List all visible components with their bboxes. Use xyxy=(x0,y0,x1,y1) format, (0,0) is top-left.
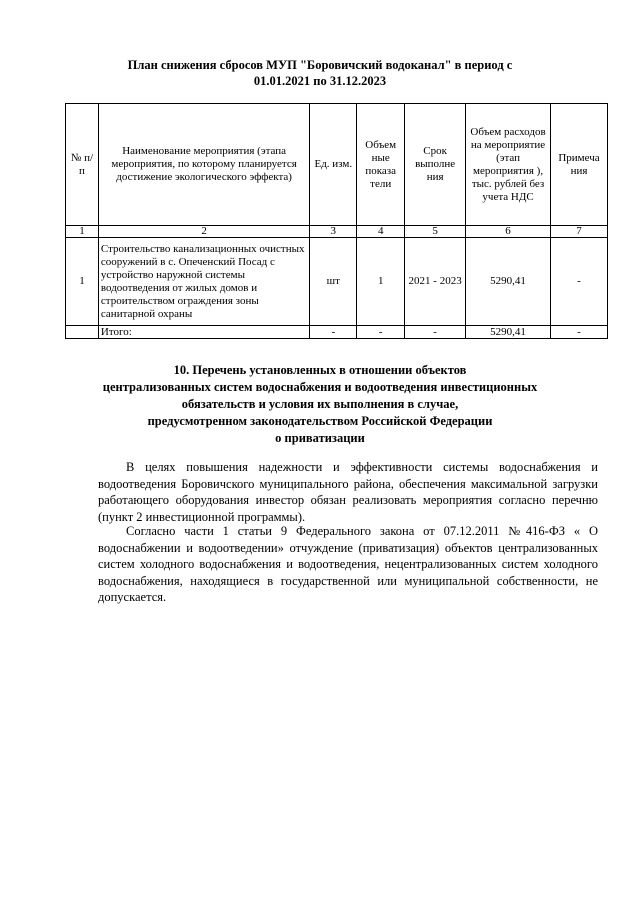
measures-table xyxy=(65,103,608,339)
total-term: - xyxy=(405,326,466,339)
column-number: 3 xyxy=(310,226,357,238)
header-cell-number: № п/п xyxy=(66,104,99,226)
title-line-2: 01.01.2021 по 31.12.2023 xyxy=(253,74,387,88)
header-cell-term: Срок выполне ния xyxy=(405,104,466,226)
table-header-row xyxy=(66,104,608,226)
column-number: 7 xyxy=(551,226,608,238)
column-number: 2 xyxy=(98,226,309,238)
row-unit: шт xyxy=(310,238,357,326)
header-cell-name: Наименование мероприятия (этапа мероприятия, по которому планируется достижение экологического эффекта) xyxy=(98,104,309,226)
section-heading-line: 10. Перечень установленных в отношении объектов xyxy=(173,363,467,377)
row-number: 1 xyxy=(66,238,99,326)
header-cell-note: Примеча ния xyxy=(551,104,608,226)
section-heading-line: обязательств и условия их выполнения в случае, xyxy=(181,397,459,411)
total-empty-cell xyxy=(66,326,99,339)
total-cost: 5290,41 xyxy=(466,326,551,339)
header-cell-volume: Объем ные показа тели xyxy=(357,104,405,226)
page-title xyxy=(60,57,580,89)
row-term: 2021 - 2023 xyxy=(405,238,466,326)
header-cell-unit: Ед. изм. xyxy=(310,104,357,226)
total-row xyxy=(66,326,608,339)
column-number: 1 xyxy=(66,226,99,238)
total-label: Итого: xyxy=(98,326,309,339)
title-line-1: План снижения сбросов МУП "Боровичский водоканал" в период с xyxy=(127,58,513,72)
row-name: Строительство канализационных очистных сооружений в с. Опеченский Посад с устройство наружной системы водоотведения от жилых домов и строительством ограждения зоны санитарной охраны xyxy=(98,238,309,326)
row-volume: 1 xyxy=(357,238,405,326)
paragraph-investor-obligations: В целях повышения надежности и эффективности системы водоснабжения и водоотведения Боровичского муниципального района, обеспечения максимальной загрузки работающего оборудования инвестор обязан реализовать мероприятия согласно перечню (пункт 2 инвестиционной программы). xyxy=(98,460,598,524)
total-note: - xyxy=(551,326,608,339)
table-row xyxy=(66,238,608,326)
section-heading xyxy=(60,362,580,447)
paragraph-privatization-ban: Согласно части 1 статьи 9 Федерального закона от 07.12.2011 №416-ФЗ « О водоснабжении и водоотведении» отчуждение (приватизация) объектов централизованных систем холодного водоснабжения и водоотведения, нецентрализованных систем холодного водоснабжения, находящиеся в государственной или муниципальной собственности, не допускается. xyxy=(98,524,598,604)
column-number: 5 xyxy=(405,226,466,238)
column-number: 4 xyxy=(357,226,405,238)
row-note: - xyxy=(551,238,608,326)
row-cost: 5290,41 xyxy=(466,238,551,326)
total-unit: - xyxy=(310,326,357,339)
header-cell-cost: Объем расходов на мероприятие (этап мероприятия ), тыс. рублей без учета НДС xyxy=(466,104,551,226)
section-heading-line: предусмотренном законодательством Российской Федерации xyxy=(147,414,493,428)
section-heading-line: централизованных систем водоснабжения и водоотведения инвестиционных xyxy=(102,380,538,394)
section-heading-line: о приватизации xyxy=(275,431,365,445)
total-volume: - xyxy=(357,326,405,339)
column-number: 6 xyxy=(466,226,551,238)
column-number-row xyxy=(66,226,608,238)
